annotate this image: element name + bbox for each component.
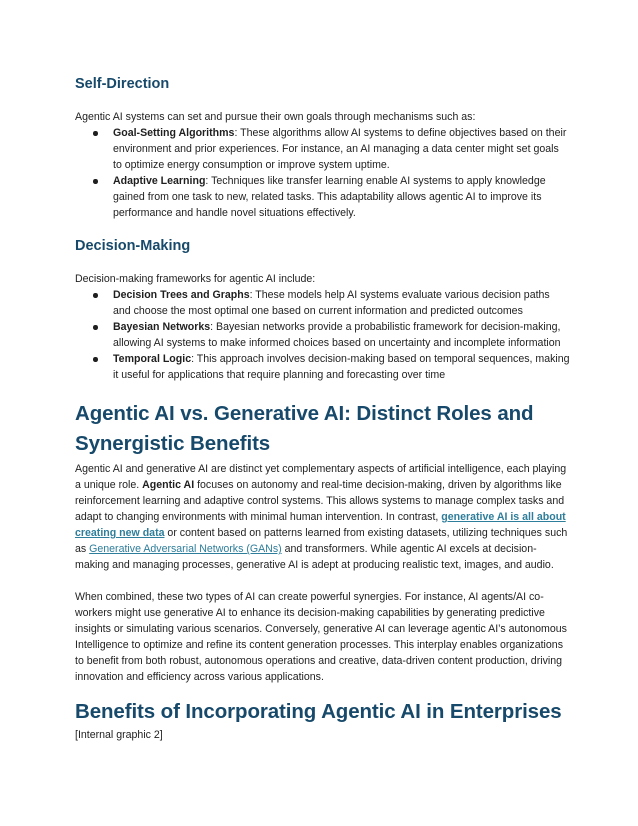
list-item bbox=[75, 319, 570, 351]
list-item-text: : Techniques like transfer learning enable AI systems to apply knowledge gained from one task to new, related tasks. This adaptability allows agentic AI to improve its performance and handle novel situations effectively. bbox=[113, 175, 546, 219]
list-item-term: Bayesian Networks bbox=[113, 321, 211, 333]
document-content bbox=[75, 74, 570, 743]
gans-link[interactable]: Generative Adversarial Networks (GANs) bbox=[89, 543, 282, 555]
list-item-term: Adaptive Learning bbox=[113, 175, 206, 187]
self-direction-list bbox=[75, 125, 570, 221]
list-item bbox=[75, 351, 570, 383]
agentic-vs-generative-paragraph-2: When combined, these two types of AI can create powerful synergies. For instance, AI agents/AI co-workers might use generative AI to enhance its decision-making capabilities by generating predictive insights or simulating various scenarios. Conversely, generative AI can leverage agentic AI’s autonomous Intelligence to optimize and refine its content generation processes. This interplay enables organizations to benefit from both robust, autonomous operations and creative, data-driven content production, driving innovation and efficiency across various applications. bbox=[75, 591, 567, 683]
generative-ai-link[interactable]: generative AI is all about creating new data bbox=[75, 511, 566, 539]
decision-making-list bbox=[75, 287, 570, 383]
list-item-text: : Bayesian networks provide a probabilistic framework for decision-making, allowing AI systems to make informed choices based on uncertainty and incomplete information bbox=[113, 321, 561, 349]
agentic-vs-generative-paragraph-1 bbox=[75, 461, 570, 573]
self-direction-intro: Agentic AI systems can set and pursue their own goals through mechanisms such as: bbox=[75, 111, 476, 123]
text-run: or content based on patterns learned from existing datasets, utilizing techniques such as bbox=[75, 527, 568, 555]
text-run: Agentic AI and generative AI are distinct yet complementary aspects of artificial intelligence, each playing a unique role. bbox=[75, 463, 567, 491]
text-run: and transformers. While agentic AI excels at decision-making and managing processes, generative AI is adept at producing realistic text, images, and audio. bbox=[75, 543, 554, 571]
bold-term: Agentic AI bbox=[142, 479, 195, 491]
list-item-text: : These models help AI systems evaluate various decision paths and choose the most optimal one based on current information and predicted outcomes bbox=[113, 289, 550, 317]
list-item-term: Temporal Logic bbox=[113, 353, 192, 365]
text-run: focuses on autonomy and real-time decision-making, driven by algorithms like reinforcement learning and adaptive control systems. This allows systems to manage complex tasks and adapt to changing environments with minimal human intervention. In contrast, bbox=[75, 479, 565, 523]
heading-benefits: Benefits of Incorporating Agentic AI in Enterprises bbox=[75, 700, 562, 723]
list-item-text: : These algorithms allow AI systems to define objectives based on their environment and prior experiences. For instance, an AI managing a data center might set goals to optimize energy consumption or improve system uptime. bbox=[113, 127, 567, 171]
internal-graphic-placeholder: [Internal graphic 2] bbox=[75, 729, 163, 741]
heading-agentic-vs-generative: Agentic AI vs. Generative AI: Distinct Roles and Synergistic Benefits bbox=[75, 402, 534, 455]
list-item-term: Decision Trees and Graphs bbox=[113, 289, 250, 301]
list-item bbox=[75, 173, 570, 221]
list-item bbox=[75, 125, 570, 173]
heading-self-direction: Self-Direction bbox=[75, 76, 170, 92]
decision-making-intro: Decision-making frameworks for agentic AI include: bbox=[75, 273, 316, 285]
list-item-term: Goal-Setting Algorithms bbox=[113, 127, 235, 139]
list-item bbox=[75, 287, 570, 319]
list-item-text: : This approach involves decision-making based on temporal sequences, making it useful for applications that require planning and forecasting over time bbox=[113, 353, 570, 381]
heading-decision-making: Decision-Making bbox=[75, 238, 191, 254]
